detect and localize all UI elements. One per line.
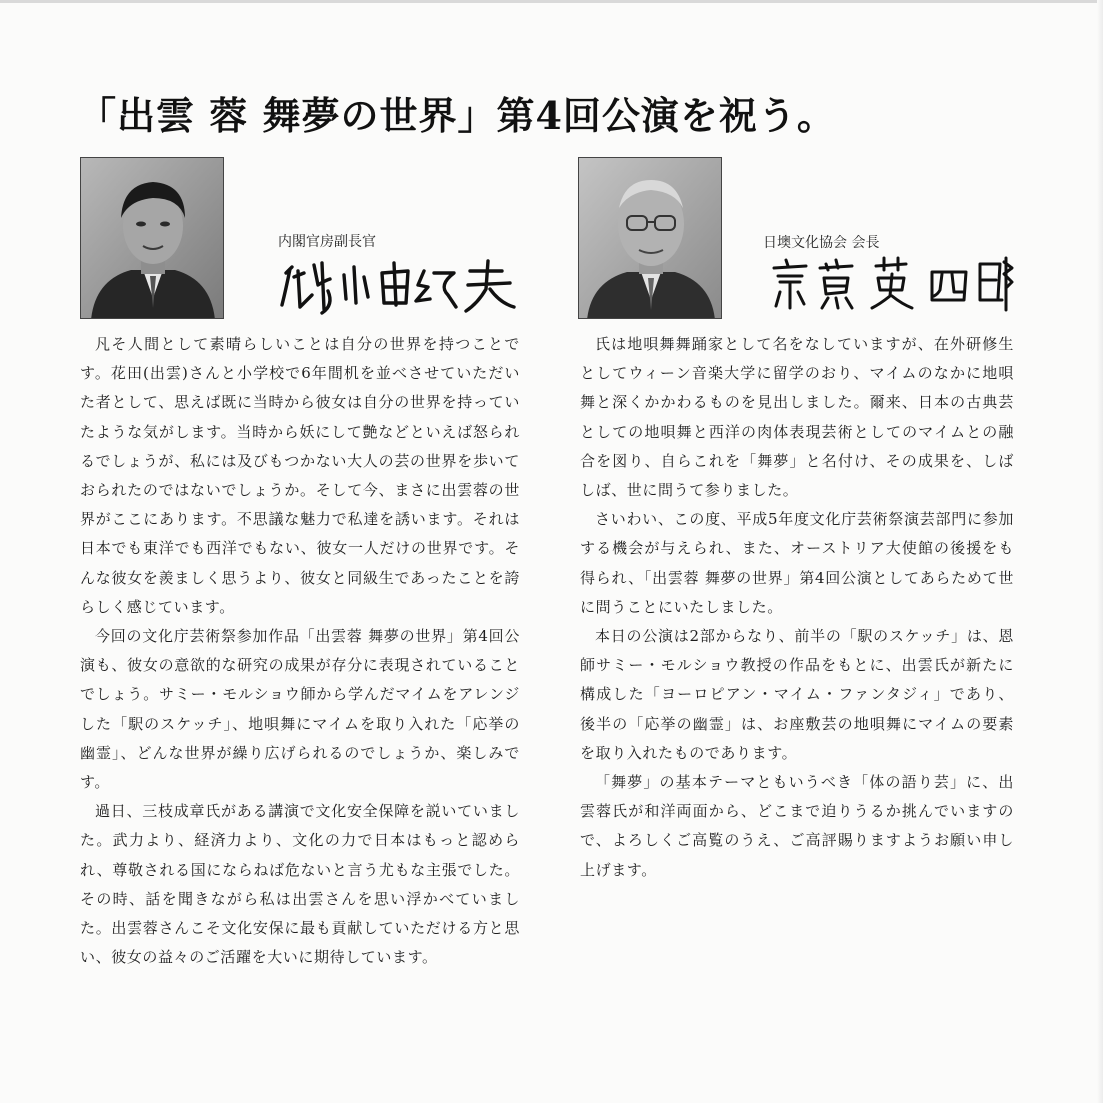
role-title-right: 日墺文化協会 会長 — [763, 235, 880, 251]
page-edge — [1097, 0, 1103, 1103]
paragraph: 本日の公演は2部からなり、前半の「駅のスケッチ」は、恩師サミー・モルショウ教授の作品をもとに、出雲氏が新たに構成した「ヨーロピアン・マイム・ファンタジィ」であり、後半の「応挙の幽霊」は、お座敷芸の地唄舞にマイムの要素を取り入れたものであります。 — [580, 627, 1014, 762]
role-title-left: 内閣官房副長官 — [278, 234, 376, 250]
paragraph: さいわい、この度、平成5年度文化庁芸術祭演芸部門に参加する機会が与えられ、また、オーストリア大使館の後援をも得られ、「出雲蓉 舞夢の世界」第4回公演としてあらためて世に問うことにいたしました。 — [580, 510, 1014, 616]
signature-left — [278, 255, 518, 317]
message-column-right — [580, 330, 1014, 885]
paragraph: 「舞夢」の基本テーマともいうべき「体の語り芸」に、出雲蓉氏が和洋両面から、どこまで迫りうるか挑んでいますので、よろしくご高覧のうえ、ご高評賜りますようお願い申し上げます。 — [580, 773, 1014, 879]
top-border — [0, 0, 1103, 3]
portrait-photo-left — [80, 157, 224, 319]
message-column-left — [80, 330, 520, 972]
paragraph: 過日、三枝成章氏がある講演で文化安全保障を説いていました。武力より、経済力より、文化の力で日本はもっと認められ、尊敬される国にならねば危ないと言う尤もな主張でした。その時、話を聞きながら私は出雲さんを思い浮かべていました。出雲蓉さんこそ文化安保に最も貢献していただける方と思い、彼女の益々のご活躍を大いに期待しています。 — [80, 802, 520, 967]
page-title: 「出雲 蓉 舞夢の世界」第4回公演を祝う。 — [78, 93, 836, 139]
portrait-photo-right — [578, 157, 722, 319]
paragraph: 今回の文化庁芸術祭参加作品「出雲蓉 舞夢の世界」第4回公演も、彼女の意欲的な研究の成果が存分に表現されていることでしょう。サミー・モルショウ師から学んだマイムをアレンジした「駅のスケッチ」、地唄舞にマイムを取り入れた「応挙の幽霊」、どんな世界が繰り広げられるのでしょうか、楽しみです。 — [80, 627, 520, 792]
signature-right — [766, 252, 1016, 314]
paragraph: 氏は地唄舞舞踊家として名をなしていますが、在外研修生としてウィーン音楽大学に留学のおり、マイムのなかに地唄舞と深くかかわるものを見出しました。爾来、日本の古典芸としての地唄舞と西洋の肉体表現芸術としてのマイムとの融合を図り、自らこれを「舞夢」と名付け、その成果を、しばしば、世に問うて参りました。 — [580, 335, 1014, 500]
paragraph: 凡そ人間として素晴らしいことは自分の世界を持つことです。花田(出雲)さんと小学校で6年間机を並べさせていただいた者として、思えば既に当時から彼女は自分の世界を持っていたような気がします。当時から妖にして艶などといえば怒られるでしょうが、私には及びもつかない大人の芸の世界を歩いておられたのではないでしょうか。そして今、まさに出雲蓉の世界がここにあります。不思議な魅力で私達を誘います。それは日本でも東洋でも西洋でもない、彼女一人だけの世界です。そんな彼女を羨ましく思うより、彼女と同級生であったことを誇らしく感じています。 — [80, 335, 520, 616]
